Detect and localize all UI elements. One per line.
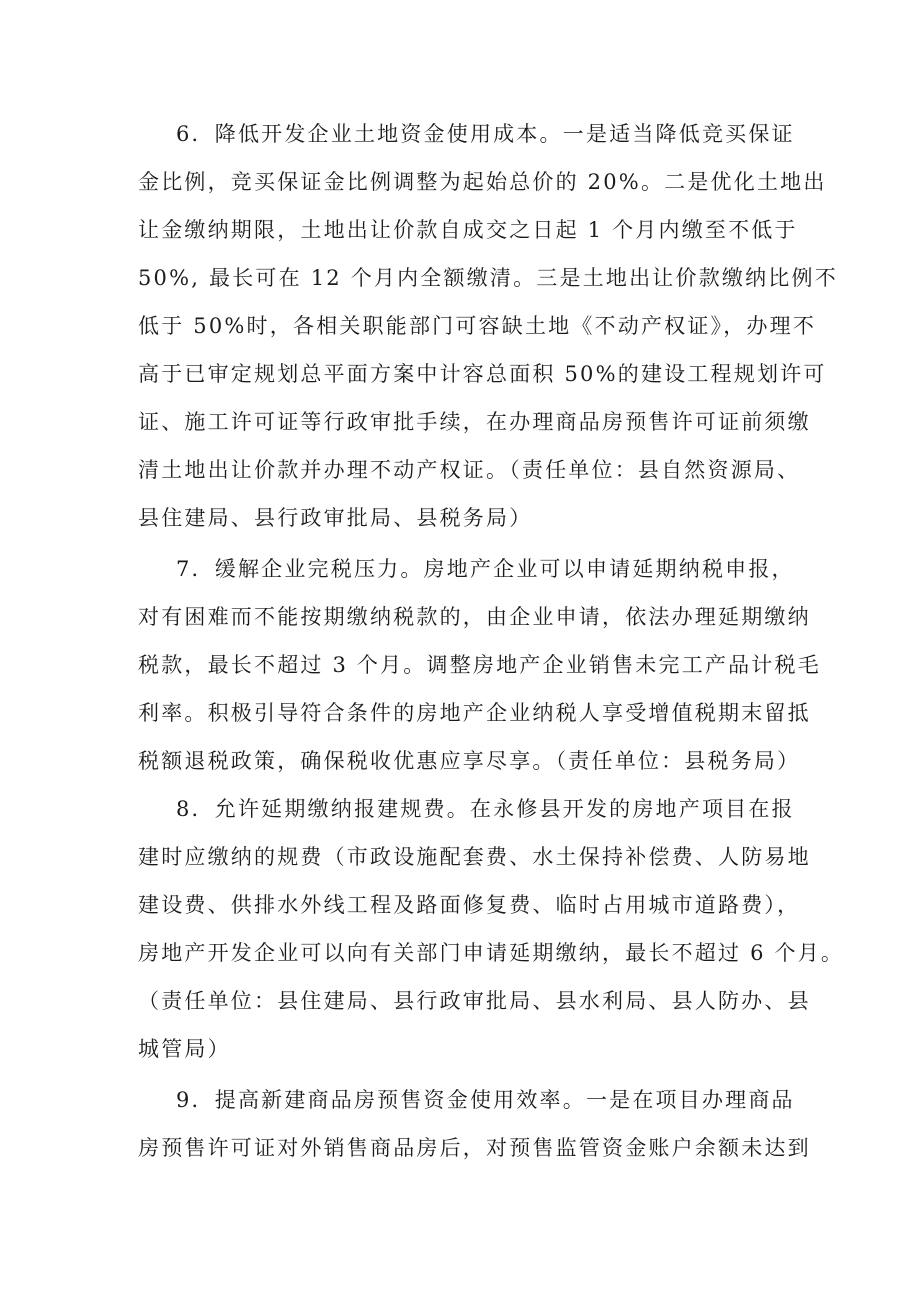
paragraph-7-line-1: 7．缓解企业完税压力。房地产企业可以申请延期纳税申报， [176,557,795,581]
paragraph-6-line-8: 清土地出让价款并办理不动产权证。（责任单位：县自然资源局、 [138,458,801,482]
paragraph-6-line-6: 高于已审定规划总平面方案中计容总面积 50%的建设工程规划许可 [138,362,827,386]
paragraph-6-line-5: 低于 50%时，各相关职能部门可容缺土地《不动产权证》，办理不 [138,314,817,338]
paragraph-7-line-2: 对有困难而不能按期缴纳税款的，由企业申请，依法办理延期缴纳 [138,605,811,629]
paragraph-8-line-3: 建设费、供排水外线工程及路面修复费、临时占用城市道路费）， [138,893,801,917]
paragraph-6-line-9: 县住建局、县行政审批局、县税务局） [138,506,533,530]
paragraph-8-line-4: 房地产开发企业可以向有关部门申请延期缴纳，最长不超过 6 个月。 [138,941,845,965]
paragraph-7-line-3: 税款，最长不超过 3 个月。调整房地产企业销售未完工产品计税毛 [138,653,821,677]
paragraph-8-line-2: 建时应缴纳的规费（市政设施配套费、水土保持补偿费、人防易地 [138,845,811,869]
paragraph-6-line-2: 金比例，竞买保证金比例调整为起始总价的 20%。二是优化土地出 [138,170,827,194]
paragraph-9-line-1: 9．提高新建商品房预售资金使用效率。一是在项目办理商品 [176,1088,795,1112]
paragraph-6-line-7: 证、施工许可证等行政审批手续，在办理商品房预售许可证前须缴 [138,410,811,434]
paragraph-6-line-1: 6．降低开发企业土地资金使用成本。一是适当降低竞买保证 [176,122,795,146]
paragraph-6-line-4: 50%, 最长可在 12 个月内全额缴清。三是土地出让价款缴纳比例不 [138,266,838,290]
paragraph-6-line-3: 让金缴纳期限，土地出让价款自成交之日起 1 个月内缴至不低于 [138,218,798,242]
paragraph-8-line-6: 城管局） [138,1037,231,1061]
paragraph-8-line-5: （责任单位：县住建局、县行政审批局、县水利局、县人防办、县 [138,989,811,1013]
paragraph-9-line-2: 房预售许可证对外销售商品房后，对预售监管资金账户余额未达到 [138,1136,811,1160]
paragraph-7-line-5: 税额退税政策，确保税收优惠应享尽享。（责任单位：县税务局） [138,749,801,773]
paragraph-7-line-4: 利率。积极引导符合条件的房地产企业纳税人享受增值税期末留抵 [138,701,811,725]
paragraph-8-line-1: 8．允许延期缴纳报建规费。在永修县开发的房地产项目在报 [176,797,795,821]
